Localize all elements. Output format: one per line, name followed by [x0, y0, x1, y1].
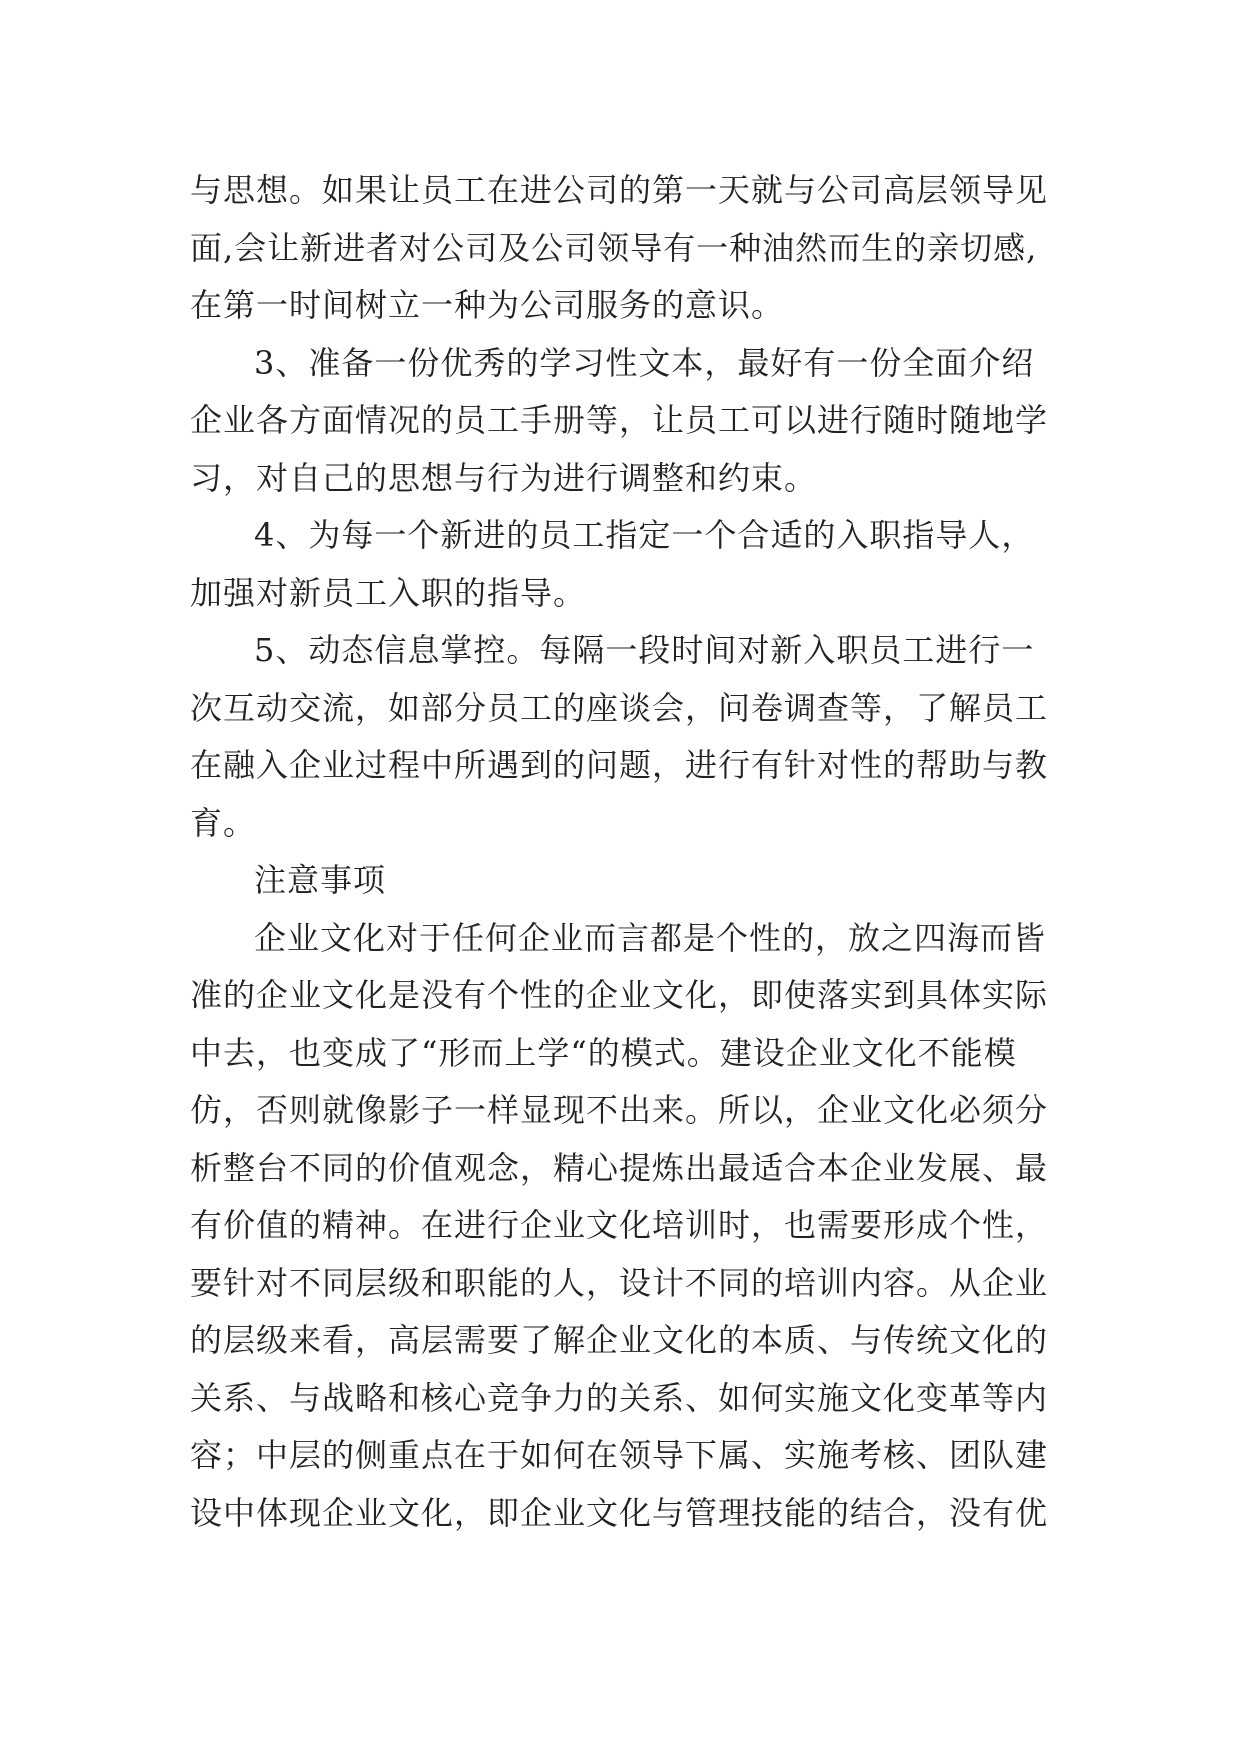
paragraph-start-line: 3、准备一份优秀的学习性文本，最好有一份全面介绍	[254, 344, 1035, 382]
text-line: 设中体现企业文化，即企业文化与管理技能的结合，没有优	[190, 1494, 1049, 1532]
text-line: 在第一时间树立一种为公司服务的意识。	[190, 286, 785, 324]
text-line: 析整台不同的价值观念，精心提炼出最适合本企业发展、最	[190, 1149, 1049, 1187]
text-line: 育。	[190, 804, 257, 842]
paragraph-start-line: 5、动态信息掌控。每隔一段时间对新入职员工进行一	[254, 631, 1035, 669]
text-line: 中去，也变成了“形而上学“的模式。建设企业文化不能模	[190, 1034, 1017, 1072]
text-line: 容；中层的侧重点在于如何在领导下属、实施考核、团队建	[190, 1436, 1049, 1474]
text-line: 面,会让新进者对公司及公司领导有一种油然而生的亲切感,	[190, 229, 1038, 267]
text-line: 要针对不同层级和职能的人，设计不同的培训内容。从企业	[190, 1264, 1049, 1302]
paragraph-start-line: 企业文化对于任何企业而言都是个性的，放之四海而皆	[254, 919, 1047, 957]
text-line: 仿，否则就像影子一样显现不出来。所以，企业文化必须分	[190, 1091, 1049, 1129]
text-line: 习，对自己的思想与行为进行调整和约束。	[190, 459, 818, 497]
text-line: 与思想。如果让员工在进公司的第一天就与公司高层领导见	[190, 171, 1049, 209]
text-line: 企业各方面情况的员工手册等，让员工可以进行随时随地学	[190, 401, 1049, 439]
section-heading: 注意事项	[254, 861, 387, 899]
paragraph-start-line: 4、为每一个新进的员工指定一个合适的入职指导人，	[254, 516, 1035, 554]
text-line: 在融入企业过程中所遇到的问题，进行有针对性的帮助与教	[190, 746, 1049, 784]
text-line: 次互动交流，如部分员工的座谈会，问卷调查等，了解员工	[190, 689, 1049, 727]
text-line: 关系、与战略和核心竞争力的关系、如何实施文化变革等内	[190, 1379, 1049, 1417]
text-line: 加强对新员工入职的指导。	[190, 574, 587, 612]
text-line: 的层级来看，高层需要了解企业文化的本质、与传统文化的	[190, 1321, 1049, 1359]
text-line: 有价值的精神。在进行企业文化培训时，也需要形成个性，	[190, 1206, 1049, 1244]
text-line: 准的企业文化是没有个性的企业文化，即使落实到具体实际	[190, 976, 1049, 1014]
